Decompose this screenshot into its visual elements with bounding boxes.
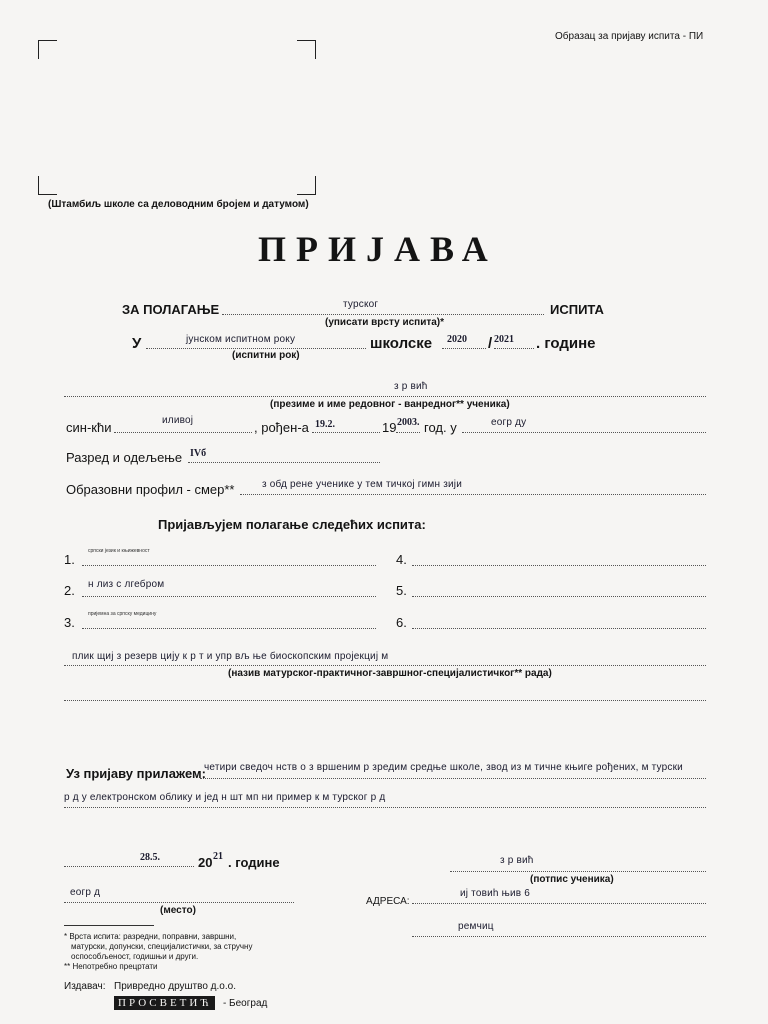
- exam-type-value: турског: [343, 299, 379, 310]
- footnote-1-line-3: оспособљеност, годишњи и други.: [71, 952, 199, 961]
- publisher-label: Издавач:: [64, 981, 106, 992]
- profile-value: з обд рене ученике у тем тичкој гимн зији: [262, 479, 462, 490]
- parent-value: иливој: [162, 415, 194, 426]
- address-label: АДРЕСА:: [366, 896, 410, 907]
- exam-label: ЗА ПОЛАГАЊЕ: [122, 302, 220, 317]
- born-year-label: год. у: [424, 420, 457, 435]
- address-line-2: [412, 936, 706, 937]
- sign-year-value: 21: [213, 851, 223, 862]
- year-slash: /: [488, 335, 493, 352]
- place-hint: (место): [160, 905, 196, 916]
- footnotes: [64, 932, 252, 972]
- stamp-corner-top-left: [38, 40, 57, 59]
- attachments-line-1: [200, 778, 706, 779]
- born-year-prefix: 19: [382, 420, 397, 435]
- exam-number: 3.: [64, 615, 75, 630]
- sign-date-value: 28.5.: [140, 852, 160, 863]
- exam-value: српски језик и књижевност: [88, 548, 150, 554]
- period-label: У: [132, 335, 142, 352]
- profile-label: Образовни профил - смер**: [66, 482, 235, 497]
- stamp-corner-bottom-left: [38, 176, 57, 195]
- stamp-corner-bottom-right: [297, 176, 316, 195]
- footnote-1-line-1: * Врста испита: разредни, поправни, завршни,: [64, 932, 237, 941]
- born-date-line: [312, 432, 380, 433]
- sign-date-line: [64, 866, 194, 867]
- school-year-label: школске: [370, 335, 433, 352]
- footnote-2: ** Непотребно прецртати: [64, 962, 158, 971]
- exams-heading: Пријављујем полагање следећих испита:: [158, 517, 426, 532]
- student-signature-line: [450, 871, 706, 872]
- exam-line: [82, 596, 376, 597]
- year-start-value: 2020: [447, 334, 467, 345]
- address-value-1: иј товиһ њив 6: [460, 888, 531, 899]
- period-value: јунском испитном року: [186, 334, 296, 345]
- exam-number: 6.: [396, 615, 407, 630]
- exam-line: [82, 565, 376, 566]
- publisher-company: Привредно друштво д.о.о.: [114, 981, 236, 992]
- attachments-line-2: [64, 807, 706, 808]
- document-title: ПРИЈАВА: [258, 229, 498, 269]
- publisher-logo: ПРОСВЕТИЋ: [114, 996, 215, 1010]
- thesis-value: плик щиј з резерв цију к р т и упр вљ ње биоскопским пројекциј м: [72, 651, 389, 662]
- attachments-label: Уз пријаву прилажем:: [66, 766, 206, 781]
- thesis-line: [64, 665, 706, 666]
- publisher-brand-row: [114, 993, 267, 1011]
- exam-line: [412, 565, 706, 566]
- place-line: [64, 902, 294, 903]
- student-name-hint: (презиме и име редовног - ванредног** ученика): [270, 399, 510, 410]
- exam-value: н лиз с лгебром: [88, 579, 165, 590]
- parent-line: [114, 432, 252, 433]
- footnote-divider: [64, 925, 154, 926]
- born-label: , рођен-а: [254, 420, 309, 435]
- student-name-line: [64, 396, 706, 397]
- period-line: [146, 348, 366, 349]
- year-end-value: 2021: [494, 334, 514, 345]
- sign-year-label: . године: [228, 855, 280, 870]
- year-suffix: . године: [536, 335, 596, 352]
- class-label: Разред и одељење: [66, 450, 183, 465]
- class-value: IVб: [190, 448, 207, 459]
- thesis-hint: (назив матурског-практичног-завршног-специјалистичког** рада): [228, 668, 552, 679]
- footnote-1-line-2: матурски, допунски, специјалистички, за стручну: [71, 942, 253, 951]
- exam-number: 1.: [64, 552, 75, 567]
- exam-number: 5.: [396, 583, 407, 598]
- student-signature-hint: (потпис ученика): [530, 874, 614, 885]
- publisher-city: - Београд: [222, 998, 268, 1009]
- thesis-extra-line: [64, 700, 706, 701]
- year-end-line: [494, 348, 534, 349]
- exam-type-line: [222, 314, 544, 315]
- address-value-2: ремчиц: [458, 921, 494, 932]
- born-year-line: [396, 432, 420, 433]
- exam-line: [82, 628, 376, 629]
- born-year-value: 2003.: [397, 417, 420, 428]
- form-code: Образац за пријаву испита - ПИ: [555, 31, 704, 42]
- student-signature-value: з р вић: [500, 855, 534, 866]
- exam-number: 2.: [64, 583, 75, 598]
- address-line-1: [412, 903, 706, 904]
- birth-place-value: еогр ду: [491, 417, 527, 428]
- exam-type-hint: (уписати врсту испита)*: [325, 317, 445, 328]
- sign-year-prefix: 20: [198, 855, 213, 870]
- exam-value: пријемна за српску медицину: [88, 611, 157, 617]
- place-value: еогр д: [70, 887, 101, 898]
- attachments-text-1: четири сведоч нств о з вршеним р зредим средње школе, звод из м тичне књиге рођених, м турски: [204, 762, 683, 773]
- exam-line: [412, 628, 706, 629]
- year-start-line: [442, 348, 486, 349]
- class-line: [188, 462, 380, 463]
- attachments-text-2: р д у електронском облику и јед н шт мп ни пример к м турског р д: [64, 792, 386, 803]
- profile-line: [240, 494, 706, 495]
- birth-place-line: [462, 432, 706, 433]
- born-date-value: 19.2.: [315, 419, 335, 430]
- exam-line: [412, 596, 706, 597]
- stamp-caption: (Штамбиљ школе са деловодним бројем и датумом): [48, 199, 309, 210]
- stamp-corner-top-right: [297, 40, 316, 59]
- period-hint: (испитни рок): [232, 350, 300, 361]
- student-name-value: з р вић: [394, 381, 428, 392]
- exam-number: 4.: [396, 552, 407, 567]
- exam-label-suffix: ИСПИТА: [550, 302, 604, 317]
- parent-label: син-кћи: [66, 420, 112, 435]
